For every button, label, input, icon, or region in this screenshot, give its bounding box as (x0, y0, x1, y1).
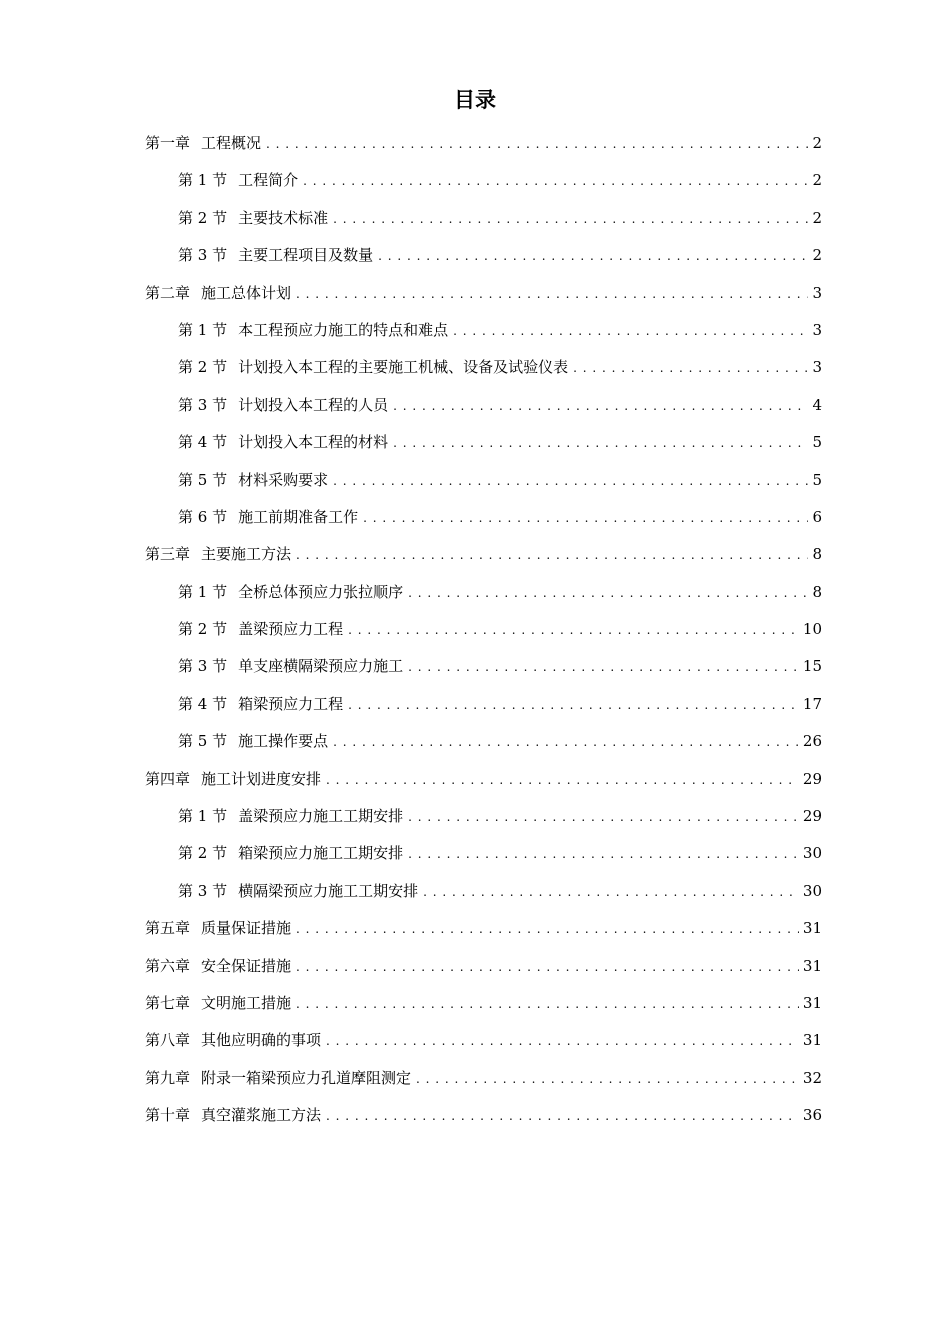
dot-leader (266, 128, 808, 159)
entry-page-number: 2 (812, 246, 822, 265)
entry-title: 工程概况 (201, 134, 262, 152)
toc-entry-section[interactable] (145, 427, 822, 464)
entry-page-number: 10 (802, 620, 822, 639)
entry-page-number: 32 (802, 1068, 822, 1087)
dot-leader (408, 838, 799, 869)
toc-entry-section[interactable] (145, 801, 822, 838)
entry-title: 材料采购要求 (238, 470, 329, 489)
toc-entry-section[interactable] (145, 352, 822, 389)
toc-entry-chapter[interactable] (145, 1100, 822, 1137)
entry-title: 计划投入本工程的材料 (238, 433, 389, 452)
toc-entry-section[interactable] (145, 203, 822, 240)
entry-title: 计划投入本工程的主要施工机械、设备及试验仪表 (238, 358, 569, 377)
entry-number: 第二章 (145, 283, 191, 302)
entry-number: 第 4 节 (178, 694, 228, 713)
entry-page-number: 2 (812, 134, 822, 152)
entry-page-number: 8 (812, 582, 822, 601)
entry-number: 第 2 节 (178, 358, 228, 377)
toc-entry-section[interactable] (145, 876, 822, 913)
dot-leader (296, 278, 808, 309)
entry-title: 质量保证措施 (201, 919, 292, 938)
entry-number: 第 1 节 (178, 807, 228, 826)
toc-entry-chapter[interactable] (145, 951, 822, 988)
toc-entry-section[interactable] (145, 240, 822, 277)
dot-leader (408, 651, 799, 682)
entry-number: 第 4 节 (178, 433, 228, 452)
entry-page-number: 30 (802, 881, 822, 900)
entry-number: 第 2 节 (178, 844, 228, 863)
dot-leader (296, 951, 799, 982)
entry-page-number: 3 (812, 320, 822, 339)
entry-title: 横隔梁预应力施工工期安排 (238, 881, 419, 900)
toc-entry-section[interactable] (145, 689, 822, 726)
entry-page-number: 3 (812, 283, 822, 302)
toc-entry-section[interactable] (145, 614, 822, 651)
entry-title: 盖梁预应力工程 (238, 620, 344, 639)
dot-leader (416, 1063, 799, 1094)
dot-leader (453, 315, 808, 346)
entry-title: 附录一箱梁预应力孔道摩阻测定 (201, 1068, 412, 1087)
entry-title: 文明施工措施 (201, 993, 292, 1012)
entry-number: 第 3 节 (178, 246, 228, 265)
entry-number: 第 3 节 (178, 881, 228, 900)
entry-page-number: 2 (812, 171, 822, 190)
entry-title: 单支座横隔梁预应力施工 (238, 657, 404, 676)
entry-page-number: 36 (802, 1106, 822, 1125)
dot-leader (333, 465, 808, 496)
entry-title: 施工操作要点 (238, 732, 329, 751)
dot-leader (393, 427, 808, 458)
entry-page-number: 30 (802, 844, 822, 863)
toc-entry-section[interactable] (145, 465, 822, 502)
entry-number: 第九章 (145, 1068, 191, 1087)
toc-entry-section[interactable] (145, 315, 822, 352)
toc-entry-chapter[interactable] (145, 1063, 822, 1100)
entry-title: 真空灌浆施工方法 (201, 1106, 322, 1125)
entry-number: 第 5 节 (178, 732, 228, 751)
entry-title: 主要技术标准 (238, 208, 329, 227)
dot-leader (296, 988, 799, 1019)
entry-title: 盖梁预应力施工工期安排 (238, 807, 404, 826)
entry-number: 第 3 节 (178, 657, 228, 676)
entry-page-number: 2 (812, 208, 822, 227)
entry-number: 第 6 节 (178, 507, 228, 526)
entry-page-number: 8 (812, 545, 822, 564)
entry-page-number: 26 (802, 732, 822, 751)
entry-number: 第四章 (145, 769, 191, 788)
dot-leader (363, 502, 808, 533)
entry-title: 主要施工方法 (201, 545, 292, 564)
entry-title: 本工程预应力施工的特点和难点 (238, 320, 449, 339)
entry-page-number: 17 (802, 694, 822, 713)
entry-number: 第七章 (145, 993, 191, 1012)
entry-number: 第 3 节 (178, 395, 228, 414)
entry-page-number: 5 (812, 433, 822, 452)
toc-title: 目录 (454, 88, 496, 112)
entry-title: 施工总体计划 (201, 283, 292, 302)
toc-entry-chapter[interactable] (145, 128, 822, 165)
entry-number: 第 1 节 (178, 320, 228, 339)
entry-number: 第 1 节 (178, 171, 228, 190)
entry-page-number: 6 (812, 507, 822, 526)
entry-number: 第 1 节 (178, 582, 228, 601)
toc-entry-section[interactable] (145, 726, 822, 763)
toc-entry-chapter[interactable] (145, 988, 822, 1025)
dot-leader (333, 203, 808, 234)
dot-leader (423, 876, 799, 907)
entry-number: 第 2 节 (178, 208, 228, 227)
entry-page-number: 31 (802, 993, 822, 1012)
dot-leader (378, 240, 808, 271)
entry-title: 计划投入本工程的人员 (238, 395, 389, 414)
entry-page-number: 15 (802, 657, 822, 676)
toc-list (145, 128, 822, 1138)
toc-entry-chapter[interactable] (145, 539, 822, 576)
entry-page-number: 4 (812, 395, 822, 414)
entry-title: 箱梁预应力工程 (238, 694, 344, 713)
dot-leader (296, 539, 808, 570)
entry-title: 其他应明确的事项 (201, 1031, 322, 1050)
dot-leader (393, 390, 808, 421)
dot-leader (326, 1100, 799, 1131)
toc-entry-section[interactable] (145, 577, 822, 614)
entry-title: 工程简介 (238, 171, 299, 190)
toc-entry-chapter[interactable] (145, 1025, 822, 1062)
dot-leader (348, 689, 799, 720)
entry-page-number: 29 (802, 807, 822, 826)
entry-page-number: 3 (812, 358, 822, 377)
dot-leader (573, 352, 808, 383)
toc-entry-section[interactable] (145, 502, 822, 539)
entry-page-number: 31 (802, 1031, 822, 1050)
dot-leader (408, 577, 808, 608)
toc-entry-section[interactable] (145, 390, 822, 427)
dot-leader (333, 726, 799, 757)
toc-entry-chapter[interactable] (145, 913, 822, 950)
toc-entry-section[interactable] (145, 838, 822, 875)
entry-number: 第十章 (145, 1106, 191, 1125)
dot-leader (326, 764, 799, 795)
toc-entry-section[interactable] (145, 651, 822, 688)
entry-title: 主要工程项目及数量 (238, 246, 374, 265)
entry-number: 第五章 (145, 919, 191, 938)
entry-title: 安全保证措施 (201, 956, 292, 975)
entry-title: 施工计划进度安排 (201, 769, 322, 788)
dot-leader (408, 801, 799, 832)
entry-page-number: 5 (812, 470, 822, 489)
toc-entry-chapter[interactable] (145, 764, 822, 801)
entry-number: 第一章 (145, 134, 191, 152)
dot-leader (348, 614, 799, 645)
entry-number: 第三章 (145, 545, 191, 564)
entry-page-number: 31 (802, 956, 822, 975)
dot-leader (296, 913, 799, 944)
entry-number: 第六章 (145, 956, 191, 975)
toc-entry-section[interactable] (145, 165, 822, 202)
entry-number: 第八章 (145, 1031, 191, 1050)
dot-leader (303, 165, 808, 196)
entry-title: 全桥总体预应力张拉顺序 (238, 582, 404, 601)
toc-entry-chapter[interactable] (145, 278, 822, 315)
entry-number: 第 2 节 (178, 620, 228, 639)
entry-page-number: 29 (802, 769, 822, 788)
entry-title: 施工前期准备工作 (238, 507, 359, 526)
dot-leader (326, 1025, 799, 1056)
entry-number: 第 5 节 (178, 470, 228, 489)
entry-title: 箱梁预应力施工工期安排 (238, 844, 404, 863)
entry-page-number: 31 (802, 919, 822, 938)
